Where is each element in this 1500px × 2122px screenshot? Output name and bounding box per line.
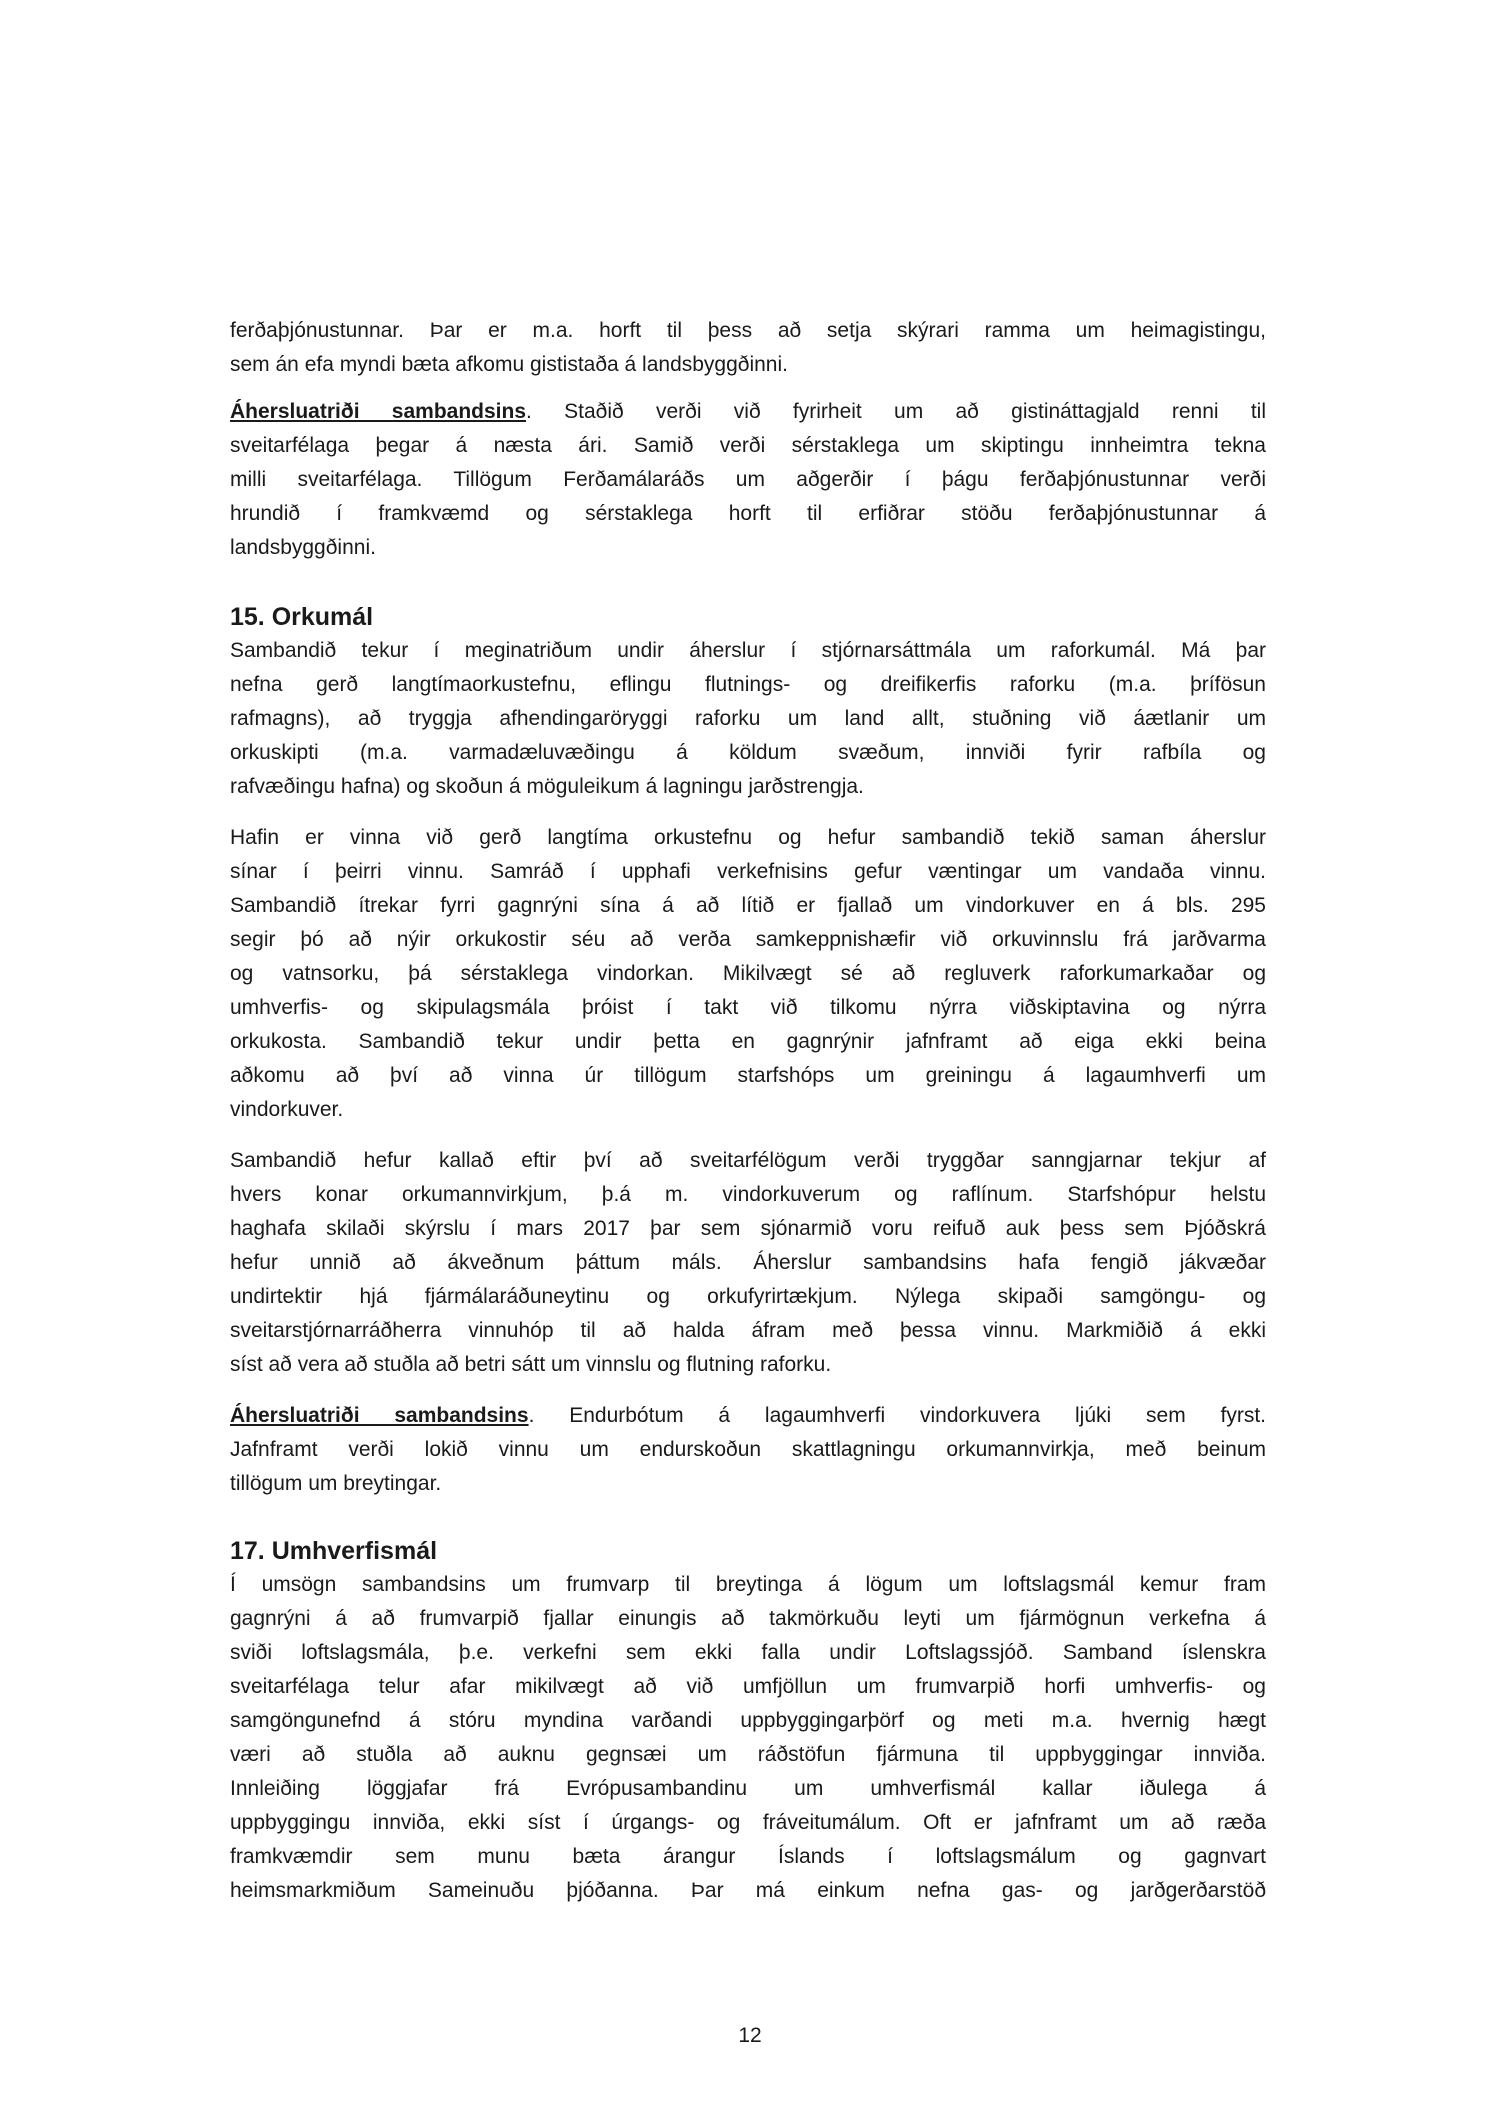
text-line: vindorkuver. xyxy=(230,1098,344,1121)
text-line: umhverfis- og skipulagsmála þróist í takt við tilkomu nýrra viðskiptavina og nýrra xyxy=(230,996,1266,1019)
text-line: væri að stuðla að auknu gegnsæi um ráðstöfun fjármuna til uppbyggingar innviða. xyxy=(230,1743,1266,1766)
text-line: sveitarfélaga þegar á næsta ári. Samið verði sérstaklega um skiptingu innheimtra tekna xyxy=(230,434,1266,457)
text-line: sveitarfélaga telur afar mikilvægt að við umfjöllun um frumvarpið horfi umhverfis- og xyxy=(230,1675,1266,1698)
text-line: síst að vera að stuðla að betri sátt um vinnslu og flutning raforku. xyxy=(230,1353,832,1376)
paragraph xyxy=(230,634,1266,804)
text-line: samgöngunefnd á stóru myndina varðandi uppbyggingarþörf og meti m.a. hvernig hægt xyxy=(230,1709,1266,1732)
text-line: uppbyggingu innviða, ekki síst í úrgangs- og fráveitumálum. Oft er jafnframt um að ræða xyxy=(230,1811,1266,1834)
text-line: hefur unnið að ákveðnum þáttum máls. Áherslur sambandsins hafa fengið jákvæðar xyxy=(230,1251,1266,1274)
text-run: . Endurbótum á lagaumhverfi vindorkuvera ljúki sem fyrst. xyxy=(528,1404,1266,1427)
text-line: rafvæðingu hafna) og skoðun á möguleikum á lagningu jarðstrengja. xyxy=(230,775,864,798)
section-energy xyxy=(230,600,1266,804)
text-line: orkuskipti (m.a. varmadæluvæðingu á köldum svæðum, innviði fyrir rafbíla og xyxy=(230,741,1266,764)
text-line: Innleiðing löggjafar frá Evrópusambandinu um umhverfismál kallar iðulega á xyxy=(230,1777,1266,1800)
text-line: nefna gerð langtímaorkustefnu, eflingu flutnings- og dreifikerfis raforku (m.a. þrífösun xyxy=(230,673,1266,696)
text-line: aðkomu að því að vinna úr tillögum starfshóps um greiningu á lagaumhverfi um xyxy=(230,1064,1266,1087)
text-line: haghafa skilaði skýrslu í mars 2017 þar sem sjónarmið voru reifuð auk þess sem Þjóðskrá xyxy=(230,1217,1266,1240)
paragraph-energy-emphasis xyxy=(230,1399,1266,1501)
text-line: Í umsögn sambandsins um frumvarp til breytinga á lögum um loftslagsmál kemur fram xyxy=(230,1573,1266,1596)
paragraph-tourism-end xyxy=(230,314,1266,382)
text-line: gagnrýni á að frumvarpið fjallar einungis að takmörkuðu leyti um fjármögnun verkefna á xyxy=(230,1607,1266,1630)
paragraph xyxy=(230,1568,1266,1908)
text-line: undirtektir hjá fjármálaráðuneytinu og orkufyrirtækjum. Nýlega skipaði samgöngu- og xyxy=(230,1285,1266,1308)
text-line: Jafnframt verði lokið vinnu um endurskoðun skattlagningu orkumannvirkja, með beinum xyxy=(230,1438,1266,1461)
text-run: . Staðið verði við fyrirheit um að gistináttagjald renni til xyxy=(526,400,1266,423)
text-line: hvers konar orkumannvirkjum, þ.á m. vindorkuverum og raflínum. Starfshópur helstu xyxy=(230,1183,1266,1206)
page-number: 12 xyxy=(738,2024,762,2047)
text-line: orkukosta. Sambandið tekur undir þetta en gagnrýnir jafnframt að eiga ekki beina xyxy=(230,1030,1266,1053)
text-line: sínar í þeirri vinnu. Samráð í upphafi verkefnisins gefur væntingar um vandaða vinnu. xyxy=(230,860,1266,883)
paragraph xyxy=(230,821,1266,1127)
text-line: framkvæmdir sem munu bæta árangur Íslands í loftslagsmálum og gagnvart xyxy=(230,1845,1266,1868)
text-line: sviði loftslagsmála, þ.e. verkefni sem ekki falla undir Loftslagssjóð. Samband íslenskra xyxy=(230,1641,1266,1664)
section-heading: 17. Umhverfismál xyxy=(230,1537,438,1565)
text-line: Sambandið ítrekar fyrri gagnrýni sína á að lítið er fjallað um vindorkuver en á bls. 295 xyxy=(230,894,1266,917)
emphasis-label: Áhersluatriði sambandsins xyxy=(230,400,527,423)
text-line: sveitarstjórnarráðherra vinnuhóp til að halda áfram með þessa vinnu. Markmiðið á ekki xyxy=(230,1319,1266,1342)
text-line: segir þó að nýir orkukostir séu að verða samkeppnishæfir við orkuvinnslu frá jarðvarma xyxy=(230,928,1266,951)
text-line: tillögum um breytingar. xyxy=(230,1472,442,1495)
text-line: rafmagns), að tryggja afhendingaröryggi raforku um land allt, stuðning við áætlanir um xyxy=(230,707,1266,730)
paragraph xyxy=(230,1144,1266,1382)
paragraph-tourism-emphasis xyxy=(230,395,1266,565)
text-line: ferðaþjónustunnar. Þar er m.a. horft til þess að setja skýrari ramma um heimagistingu, xyxy=(230,319,1266,342)
section-heading: 15. Orkumál xyxy=(230,603,374,631)
text-line: sem án efa myndi bæta afkomu gististaða á landsbyggðinni. xyxy=(230,353,788,376)
text-line: hrundið í framkvæmd og sérstaklega horft til erfiðrar stöðu ferðaþjónustunnar á xyxy=(230,502,1266,525)
text-line: og vatnsorku, þá sérstaklega vindorkan. Mikilvægt sé að regluverk raforkumarkaðar og xyxy=(230,962,1266,985)
text-line: milli sveitarfélaga. Tillögum Ferðamálaráðs um aðgerðir í þágu ferðaþjónustunnar verði xyxy=(230,468,1266,491)
text-line: landsbyggðinni. xyxy=(230,536,376,559)
text-line: heimsmarkmiðum Sameinuðu þjóðanna. Þar má einkum nefna gas- og jarðgerðarstöð xyxy=(230,1879,1266,1902)
text-line: Sambandið hefur kallað eftir því að sveitarfélögum verði tryggðar sanngjarnar tekjur af xyxy=(230,1149,1266,1172)
text-line: Sambandið tekur í meginatriðum undir áherslur í stjórnarsáttmála um raforkumál. Má þar xyxy=(230,639,1266,662)
emphasis-label: Áhersluatriði sambandsins xyxy=(230,1404,529,1427)
text-line: Hafin er vinna við gerð langtíma orkustefnu og hefur sambandið tekið saman áherslur xyxy=(230,826,1266,849)
section-environment xyxy=(230,1534,1266,1908)
